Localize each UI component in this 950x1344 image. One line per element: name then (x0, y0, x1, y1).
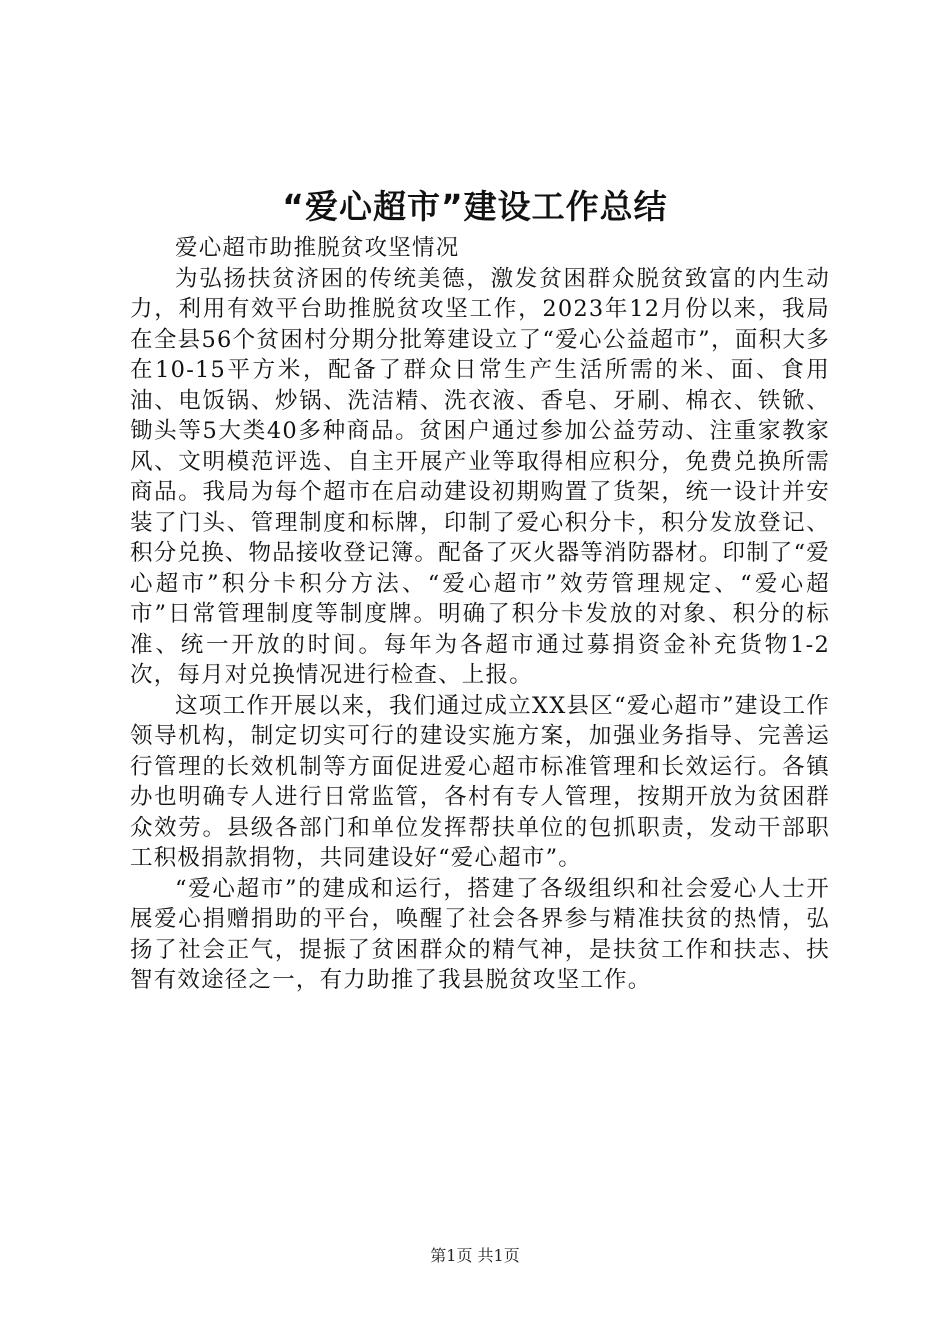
paragraph-2: 这项工作开展以来，我们通过成立XX县区“爱心超市”建设工作领导机构，制定切实可行的建设实施方案，加强业务指导、完善运行管理的长效机制等方面促进爱心超市标准管理和长效运行。各镇办也明确专人进行日常监管，各村有专人管理，按期开放为贫困群众效劳。县级各部门和单位发挥帮扶单位的包抓职责，发动干部职工积极捐款捐物，共同建设好“爱心超市”。 (130, 692, 830, 871)
paragraph-3: “爱心超市”的建成和运行，搭建了各级组织和社会爱心人士开展爱心捐赠捐助的平台，唤醒了社会各界参与精准扶贫的热情，弘扬了社会正气，提振了贫困群众的精气神，是扶贫工作和扶志、扶智有效途径之一，有力助推了我县脱贫攻坚工作。 (130, 875, 830, 993)
document-subtitle: 爱心超市助推脱贫攻坚情况 (175, 235, 460, 261)
document-body (130, 233, 830, 996)
paragraph-1: 为弘扬扶贫济困的传统美德，激发贫困群众脱贫致富的内生动力，利用有效平台助推脱贫攻坚工作，2023年12月份以来，我局在全县56个贫困村分期分批筹建设立了“爱心公益超市”，面积大多在10-15平方米，配备了群众日常生产生活所需的米、面、食用油、电饭锅、炒锅、洗洁精、洗衣液、香皂、牙刷、棉衣、铁锨、锄头等5大类40多种商品。贫困户通过参加公益劳动、注重家教家风、文明模范评选、自主开展产业等取得相应积分，免费兑换所需商品。我局为每个超市在启动建设初期购置了货架，统一设计并安装了门头、管理制度和标牌，印制了爱心积分卡，积分发放登记、积分兑换、物品接收登记簿。配备了灭火器等消防器材。印制了“爱心超市”积分卡积分方法、“爱心超市”效劳管理规定、“爱心超市”日常管理制度等制度牌。明确了积分卡发放的对象、积分的标准、统一开放的时间。每年为各超市通过募捐资金补充货物1-2次，每月对兑换情况进行检查、上报。 (130, 265, 831, 688)
document-title: “爱心超市”建设工作总结 (282, 187, 668, 226)
page-footer: 第1页 共1页 (430, 1246, 520, 1265)
